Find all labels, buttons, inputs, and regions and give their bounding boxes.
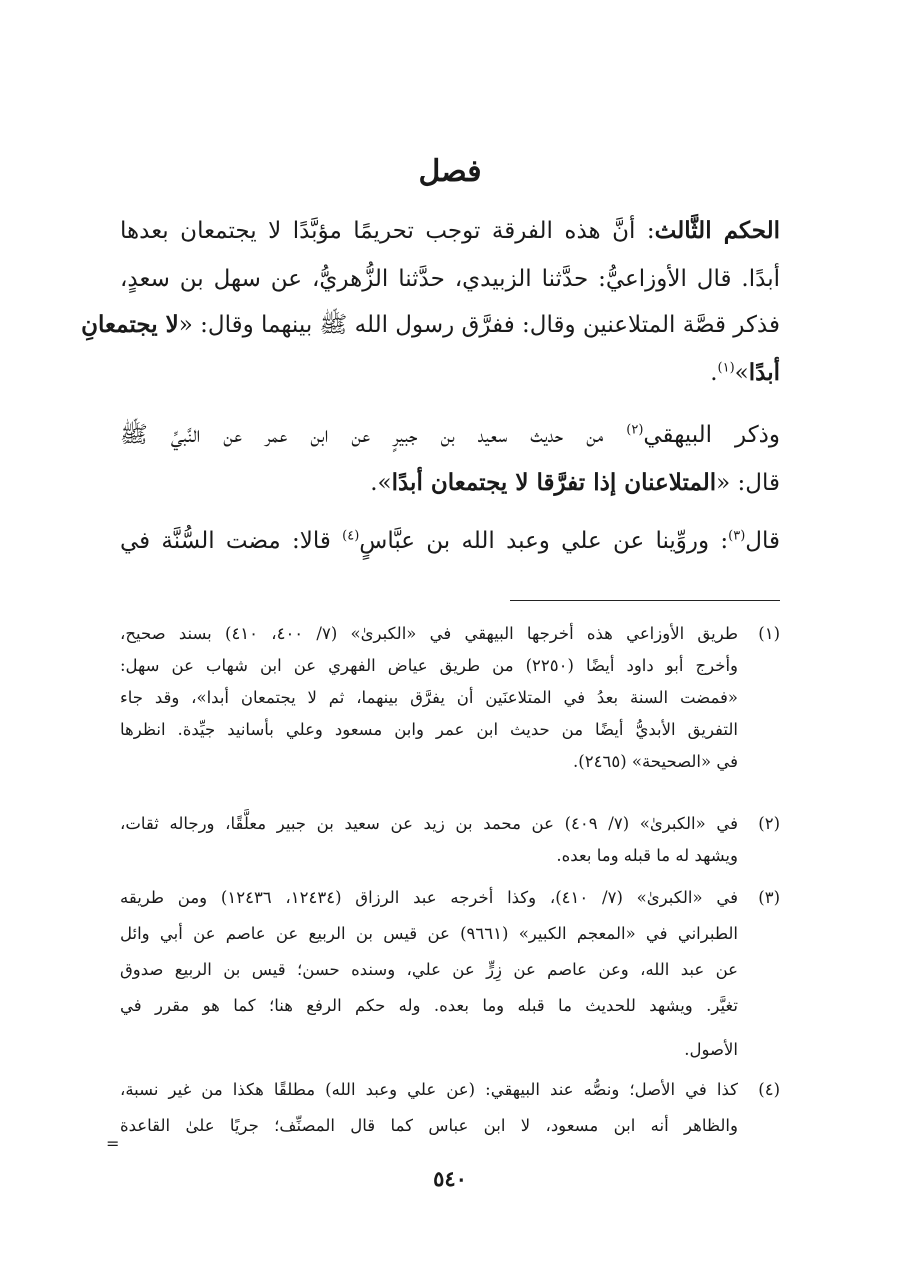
main-line-5 [120, 412, 780, 458]
main-line-3 [81, 302, 780, 348]
quote-close: » [734, 360, 749, 386]
ruling-title: الحكم الثَّالث [654, 217, 780, 244]
footnote-3-line: عن عبد الله، وعن عاصم عن زِرٍّ عن علي، وسنده حسن؛ قيس بن الربيع صدوق [120, 960, 738, 979]
footnote-number: (٣) [758, 888, 780, 907]
footnote-ref-2: (٢) [626, 422, 644, 438]
footnote-4-line: والظاهر أنه ابن مسعود، لا ابن عباس كما قال المصنِّف؛ جريًا علىٰ القاعدة [120, 1116, 738, 1135]
footnote-separator [510, 600, 780, 601]
main-line-2 [120, 256, 780, 302]
footnote-ref-1: (١) [717, 360, 735, 376]
footnote-ref-3: (٣) [728, 528, 746, 544]
footnote-number: (٤) [758, 1080, 780, 1099]
main-text: قال: « [716, 470, 780, 496]
footnote-ref-4: (٤) [342, 528, 360, 544]
main-text: : وروِّينا عن علي وعبد الله بن عبَّاسٍ [359, 528, 729, 554]
page-number: ٥٤٠ [433, 1166, 467, 1191]
section-heading: فصل [418, 154, 482, 189]
footnote-1-line: التفريق الأبديُّ أيضًا من حديث ابن عمر وابن مسعود وعلي بأسانيد جيِّدة. انظرها [120, 720, 738, 739]
main-text: من حديث سعيد بن جبيرٍ عن ابن عمر عن النَّبيِّ ﷺ [120, 422, 627, 448]
hadith-quote: المتلاعنان إذا تفرَّقا لا يجتمعان أبدًا [391, 469, 717, 496]
main-text: قال [745, 528, 780, 554]
quote-close: ». [370, 470, 392, 496]
footnote-1-line: وأخرج أبو داود أيضًا (٢٢٥٠) من طريق عياض الفهري عن ابن شهاب عن سهل: [120, 656, 738, 675]
footnote-number: (٢) [758, 814, 780, 833]
main-line-1 [120, 208, 780, 254]
main-text: وذكر البيهقي [643, 422, 780, 448]
main-text: أبدًا. قال الأوزاعيُّ: حدَّثنا الزبيدي، حدَّثنا الزُّهريُّ، عن سهل بن سعدٍ، [120, 266, 780, 292]
main-line-4 [120, 350, 780, 396]
hadith-quote: لا يجتمعانِ [81, 311, 179, 338]
footnote-4-line: كذا في الأصل؛ ونصُّه عند البيهقي: (عن علي وعبد الله) مطلقًا هكذا من غير نسبة، [120, 1080, 738, 1099]
main-text: فذكر قصَّة المتلاعنين وقال: ففرَّق رسول الله ﷺ بينهما وقال: « [178, 312, 780, 338]
footnote-1-line: في «الصحيحة» (٢٤٦٥). [573, 752, 738, 771]
footnote-2-line: في «الكبرىٰ» (٧/ ٤٠٩) عن محمد بن زيد عن سعيد بن جبير معلَّقًا، ورجاله ثقات، [120, 814, 738, 833]
footnote-3-line: في «الكبرىٰ» (٧/ ٤١٠)، وكذا أخرجه عبد الرزاق (١٢٤٣٤، ١٢٤٣٦) ومن طريقه [120, 888, 738, 907]
footnote-3-line: الأصول. [684, 1040, 738, 1059]
footnote-3-line: تغيَّر. ويشهد للحديث ما قبله وما بعده. وله حكم الرفع هنا؛ كما هو مقرر في [120, 996, 738, 1015]
footnote-3-line: الطبراني في «المعجم الكبير» (٩٦٦١) عن قيس بن الربيع عن عاصم عن أبي وائل [120, 924, 738, 943]
main-line-6 [120, 460, 780, 506]
footnote-1-line: طريق الأوزاعي هذه أخرجها البيهقي في «الكبرىٰ» (٧/ ٤٠٠، ٤١٠) بسند صحيح، [120, 624, 738, 643]
main-text: : أنَّ هذه الفرقة توجب تحريمًا مؤبَّدًا لا يجتمعان بعدها [120, 218, 655, 244]
footnote-2-line: ويشهد له ما قبله وما بعده. [556, 846, 738, 865]
main-line-7 [120, 518, 780, 564]
hadith-quote: أبدًا [748, 359, 780, 386]
footnote-number: (١) [758, 624, 780, 643]
continuation-mark: = [106, 1134, 120, 1153]
period: . [710, 360, 718, 386]
footnote-1-line: «فمضت السنة بعدُ في المتلاعنَين أن يفرَّق بينهما، ثم لا يجتمعان أبدا»، وقد جاء [120, 688, 738, 707]
main-text: قالا: مضت السُّنَّة في [120, 528, 343, 554]
